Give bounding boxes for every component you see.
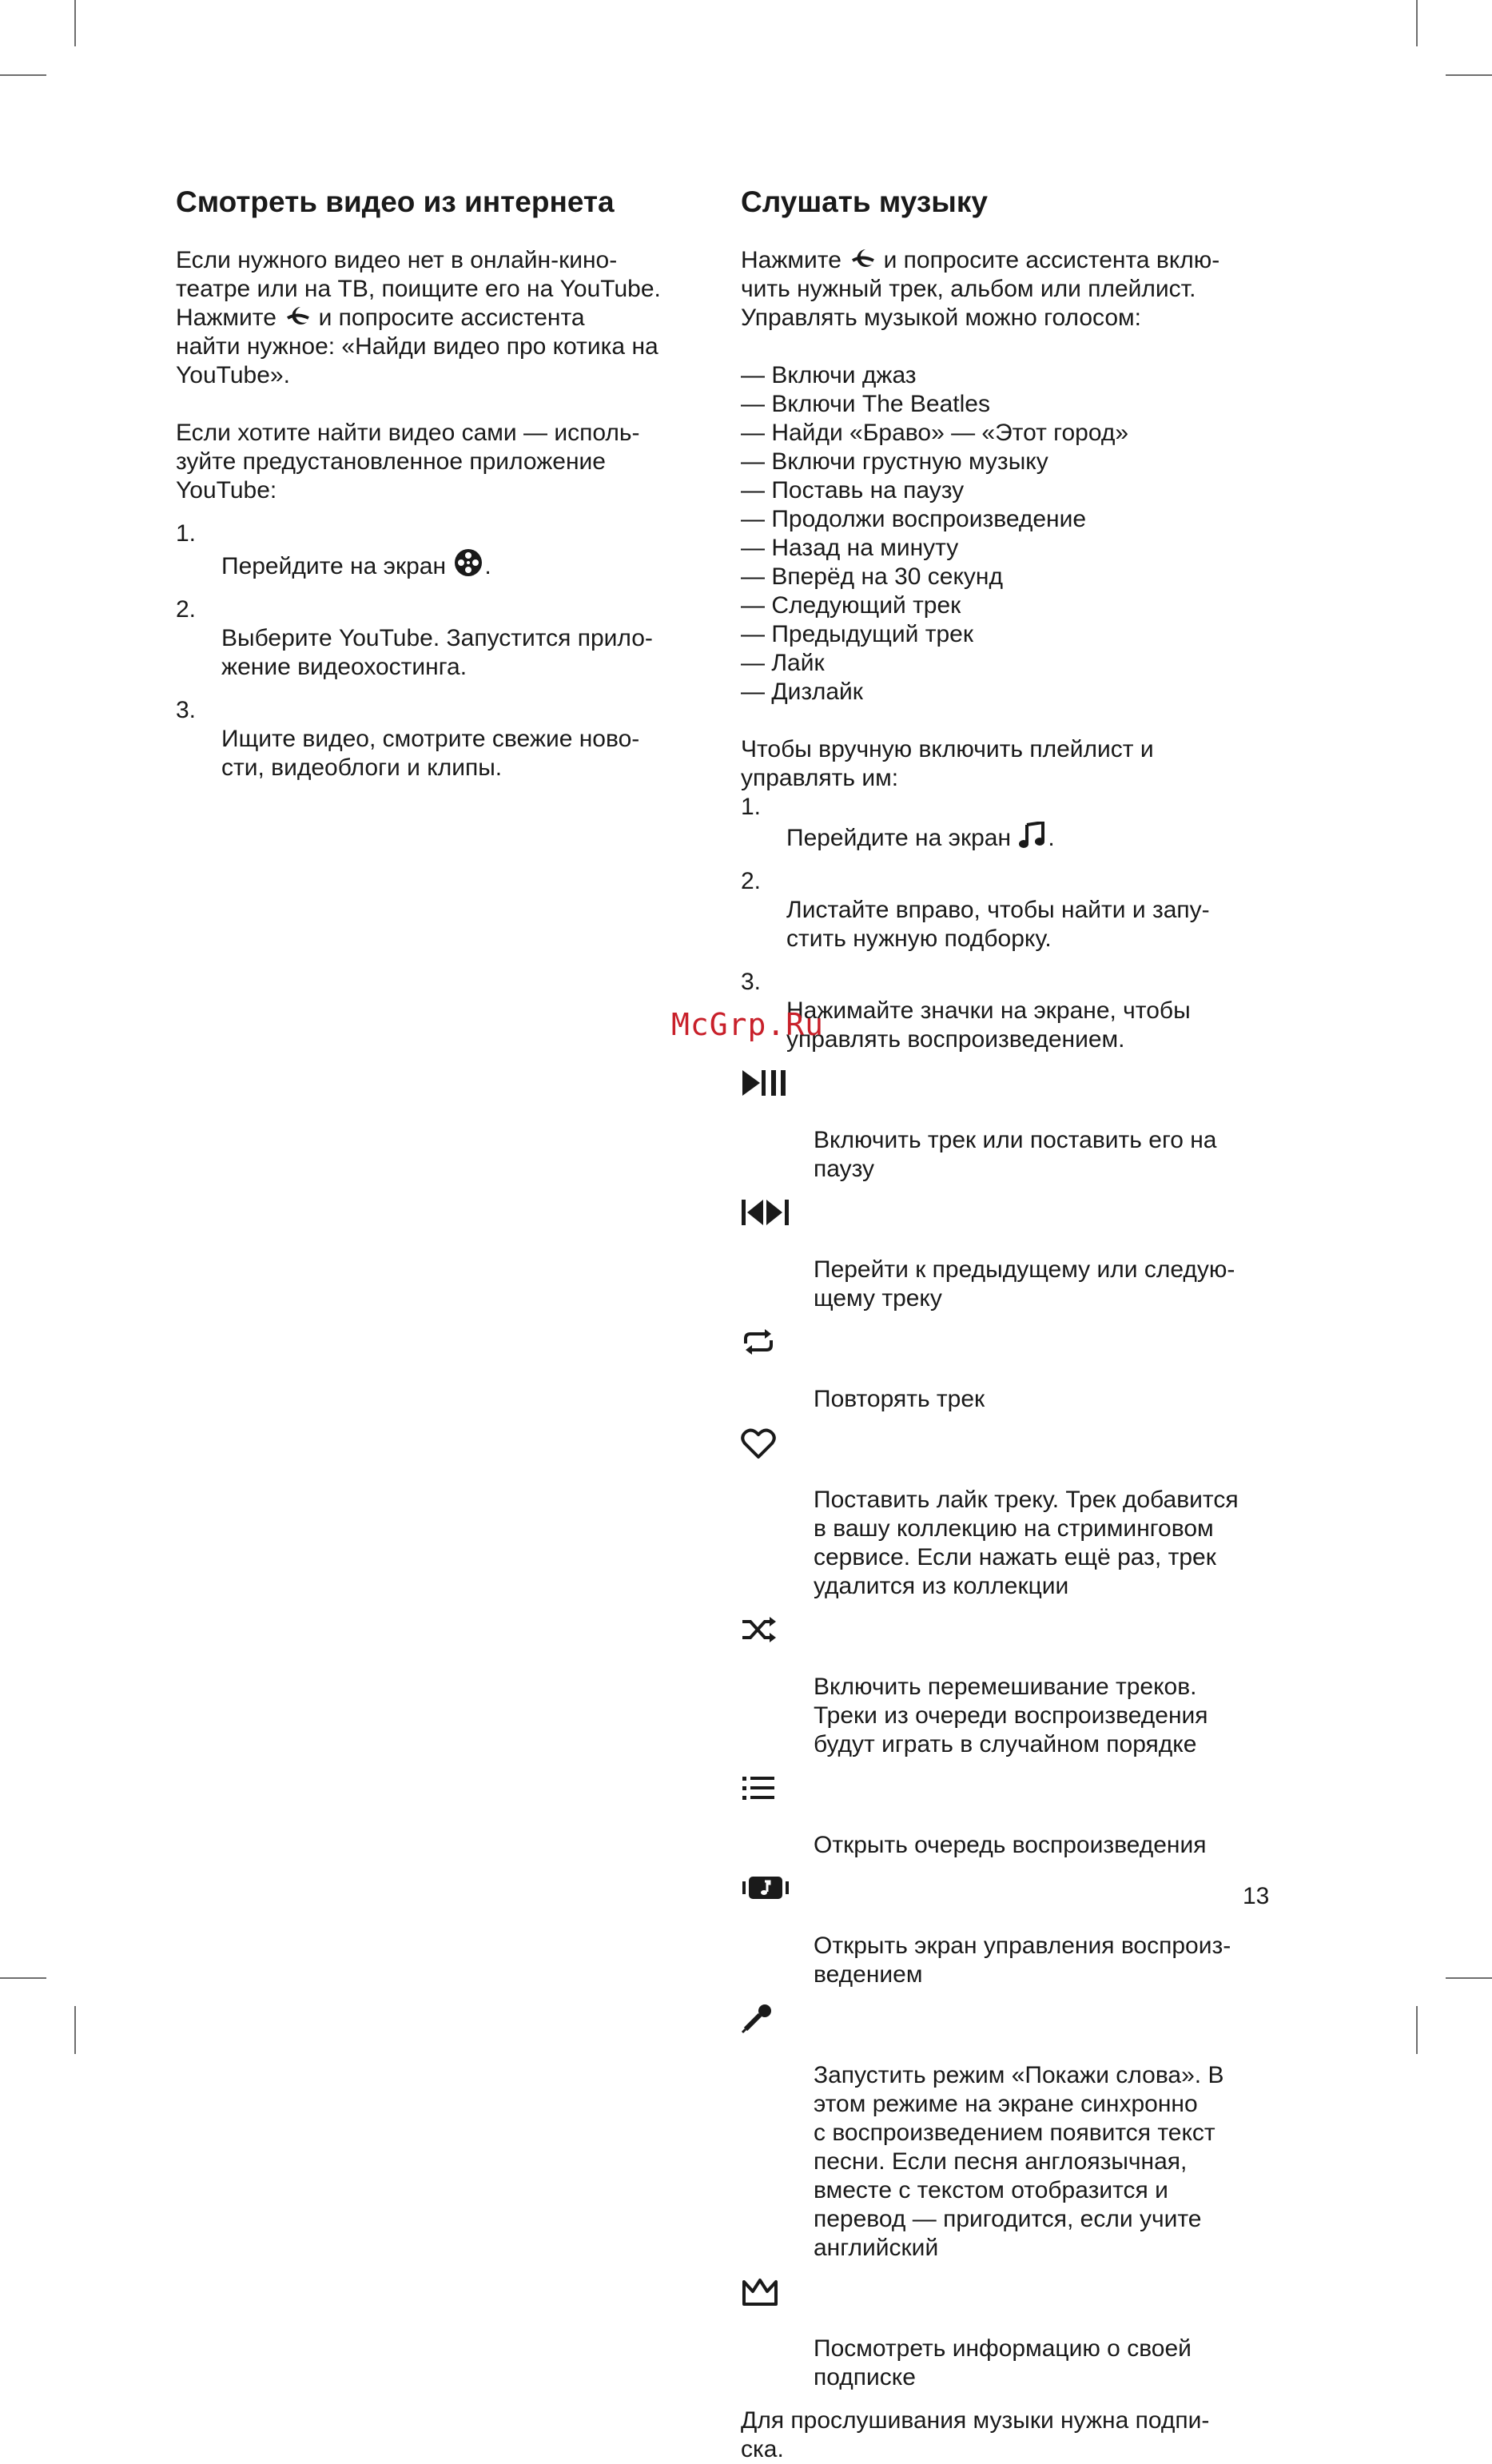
watermark: McGrp.Ru [671,1007,825,1042]
legend-subscription: Посмотреть информацию о своей подписке [741,2277,1300,2392]
crop-mark [0,74,46,76]
crop-mark [0,1977,46,1979]
legend-lyrics: Запустить режим «Покажи слова». В этом режиме на экране синхронно с воспроизведением появится текст песни. Если песня англоязычная, вместе с текстом отобразится и перевод — пригодится, если учите английский [741,2004,1300,2263]
video-step-3: 3. Ищите видео, смотрите свежие ново- сти, видеоблоги и клипы. [176,697,640,781]
video-step-1: 1. Перейдите на экран . [176,520,491,579]
queue-list-icon [741,1773,790,1805]
section-title-video: Смотреть видео из интернета [176,185,615,218]
video-step-2: 2. Выберите YouTube. Запустится прило- жение видеохостинга. [176,596,653,680]
voice-command: — Включи грустную музыку [741,448,1048,475]
crop-mark [74,2006,76,2054]
crop-mark [1446,74,1492,76]
player-screen-icon [741,1874,790,1906]
voice-command: — Продолжи воспроизведение [741,506,1087,532]
voice-command: — Дизлайк [741,679,863,705]
video-self-search-paragraph: Если хотите найти видео сами — исполь- зуйте предустановленное приложение YouTube: [176,420,640,504]
legend-repeat: Повторять трек [741,1328,1300,1414]
voice-command: — Вперёд на 30 секунд [741,563,1003,590]
crop-mark [74,0,76,46]
legend-player-screen: Открыть экран управления воспроиз- ведением [741,1874,1300,1989]
voice-command: — Поставь на паузу [741,477,965,504]
legend-shuffle: Включить перемешивание треков. Треки из очереди воспроизведения будут играть в случайном порядке [741,1615,1300,1759]
voice-command: — Следующий трек [741,592,961,619]
legend-play-pause: Включить трек или поставить его на паузу [741,1069,1300,1184]
shuffle-icon [741,1615,790,1647]
voice-command: — Лайк [741,650,825,676]
music-step-2: 2. Листайте вправо, чтобы найти и запу- стить нужную подборку. [741,868,1210,952]
voice-command: — Предыдущий трек [741,621,973,647]
legend-like: Поставить лайк треку. Трек добавится в вашу коллекцию на стриминговом сервисе. Если нажать ещё раз, трек удалится из коллекции [741,1428,1300,1601]
crop-mark [1416,0,1418,46]
heart-icon [741,1428,790,1460]
voice-command: — Включи джаз [741,362,917,388]
section-title-music: Слушать музыку [741,185,988,218]
music-intro-paragraph: Нажмите и попросите ассистента вклю- чить нужный трек, альбом или плейлист. Управлять музыкой можно голосом: [741,247,1220,331]
voice-commands-list [741,361,1300,707]
music-step-1: 1. Перейдите на экран . [741,794,1055,851]
crop-mark [1446,1977,1492,1979]
subscription-note: Для прослушивания музыки нужна подпи- ска. [741,2407,1210,2462]
video-intro-paragraph: Если нужного видео нет в онлайн-кино- театре или на ТВ, поищите его на YouTube. Нажмите и попросите ассистента найти нужное: «Найди видео про котика на YouTube». [176,247,661,388]
film-reel-icon [454,548,483,577]
page-number: 13 [1243,1883,1270,1909]
play-pause-icon [741,1069,790,1101]
crop-mark [1416,2006,1418,2054]
music-step-3: 3. Нажимайте значки на экране, чтобы управлять воспроизведением. [741,969,1191,1053]
crown-icon [741,2277,790,2309]
music-note-icon [1019,822,1046,849]
alice-assistant-icon [849,247,875,271]
prev-next-icon [741,1198,790,1230]
legend-prev-next: Перейти к предыдущему или следую- щему треку [741,1198,1300,1313]
legend-queue: Открыть очередь воспроизведения [741,1773,1300,1860]
left-column [176,246,719,782]
microphone-icon [741,2004,790,2036]
repeat-icon [741,1328,790,1359]
right-column [741,246,1300,2464]
voice-command: — Найди «Браво» — «Этот город» [741,420,1129,446]
manual-control-intro: Чтобы вручную включить плейлист и управлять им: [741,736,1154,791]
voice-command: — Включи The Beatles [741,391,990,417]
alice-assistant-icon [284,305,310,328]
voice-command: — Назад на минуту [741,535,959,561]
